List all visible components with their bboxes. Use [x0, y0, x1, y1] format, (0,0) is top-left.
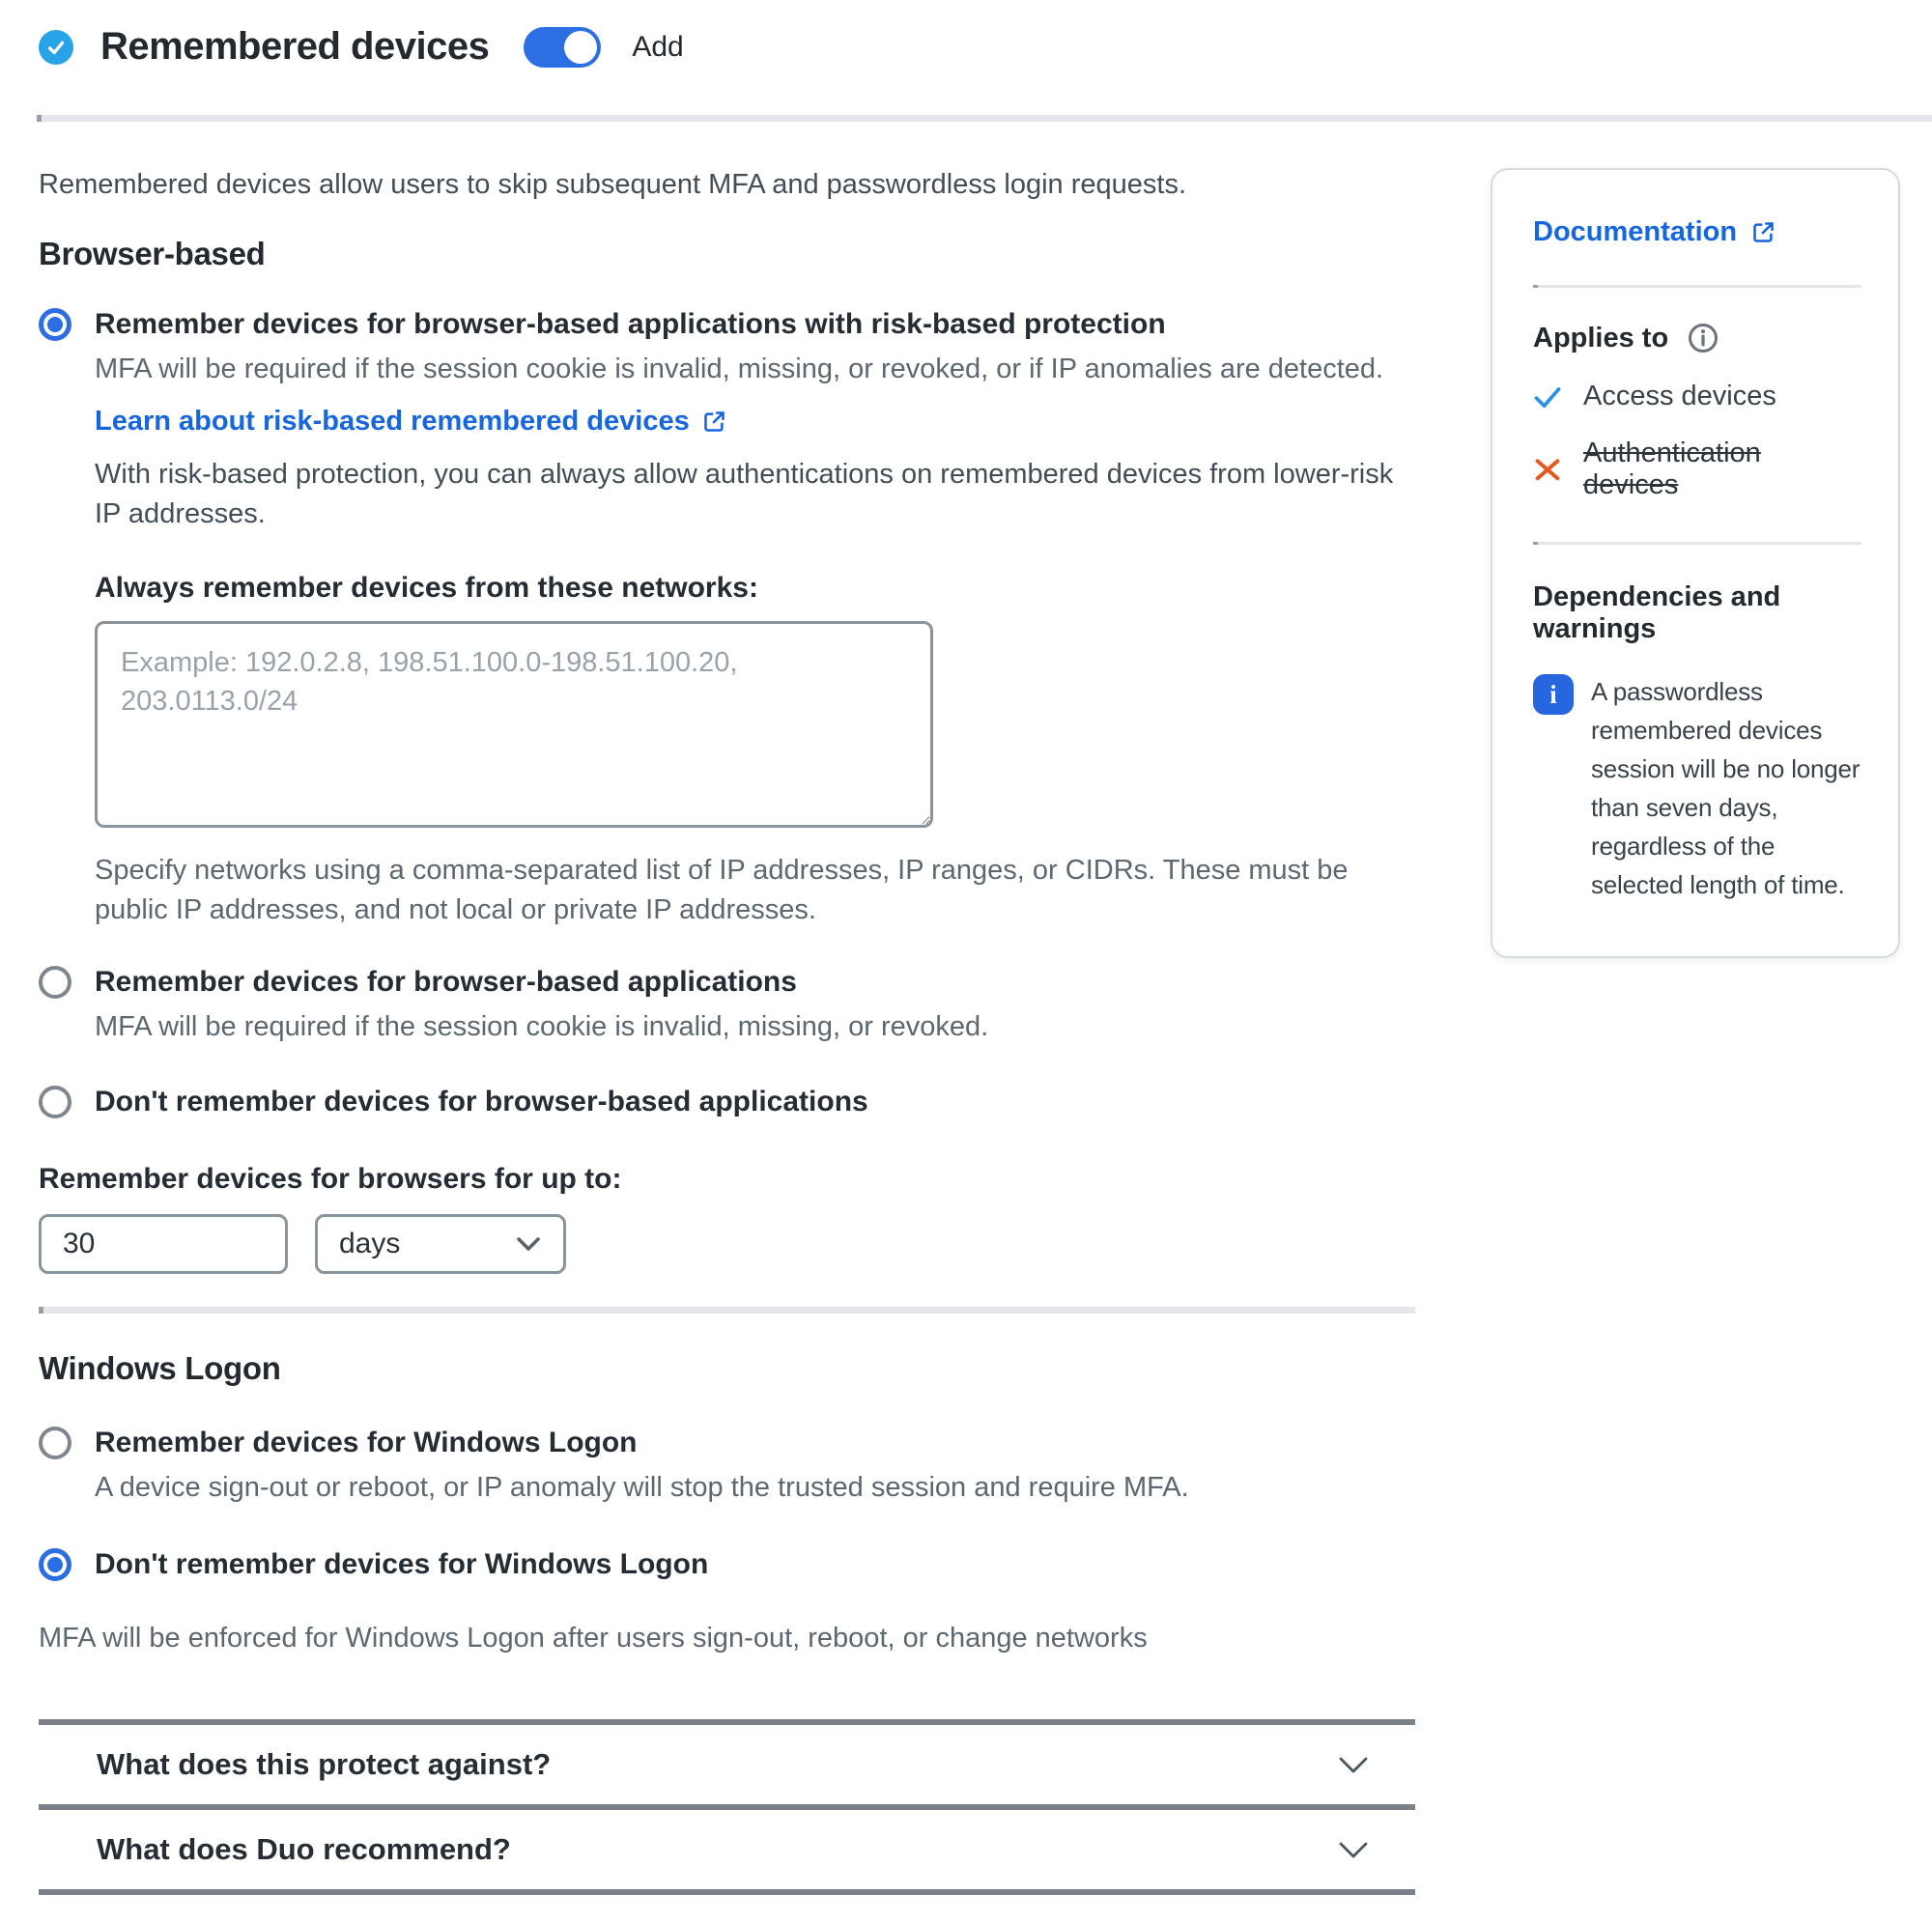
section-divider: [39, 1307, 1415, 1314]
radio-option-description: A device sign-out or reboot, or IP anomaly will stop the trusted session and require MFA.: [95, 1472, 1189, 1503]
radio-option-label: Remember devices for browser-based applications with risk-based protection: [95, 308, 1166, 340]
learn-about-risk-based-link[interactable]: [95, 406, 727, 438]
radio-option-remember-windows[interactable]: [39, 1426, 1415, 1460]
page-header: [0, 0, 1932, 69]
remembered-devices-toggle[interactable]: [524, 27, 601, 68]
help-accordions: [39, 1719, 1415, 1895]
documentation-link[interactable]: [1533, 216, 1776, 248]
settings-sidebar: [1491, 168, 1900, 958]
radio-option-dont-remember-browser[interactable]: [39, 1085, 1415, 1119]
intro-text: Remembered devices allow users to skip subsequent MFA and passwordless login requests.: [39, 169, 1186, 200]
radio-option-label: Don't remember devices for Windows Logon: [95, 1548, 709, 1580]
radio-button-unselected[interactable]: [39, 966, 71, 999]
accordion-protect-against[interactable]: [39, 1725, 1415, 1810]
info-badge-icon: i: [1533, 674, 1574, 715]
duration-value-input[interactable]: [39, 1214, 288, 1274]
radio-button-selected[interactable]: [39, 308, 71, 341]
info-card: [1491, 168, 1900, 958]
applies-to-item-label: Access devices: [1583, 381, 1776, 411]
page-title: Remembered devices: [100, 25, 490, 68]
accordion-duo-recommend[interactable]: [39, 1810, 1415, 1895]
card-divider: [1533, 542, 1861, 545]
dependency-warning: [1533, 672, 1861, 904]
windows-logon-heading: Windows Logon: [39, 1350, 281, 1386]
settings-main-column: [39, 168, 1415, 1895]
duration-unit-value: days: [339, 1228, 401, 1259]
radio-button-selected[interactable]: [39, 1548, 71, 1581]
check-icon: [1533, 382, 1562, 411]
risk-based-paragraph: With risk-based protection, you can always allow authentications on remembered devices from lower-risk IP addresses.: [95, 459, 1394, 529]
chevron-down-icon: [515, 1235, 542, 1253]
cross-icon: [1533, 455, 1562, 484]
toggle-add-label: Add: [632, 30, 684, 63]
applies-to-access-devices: [1533, 381, 1861, 412]
duration-label: Remember devices for browsers for up to:: [39, 1163, 622, 1195]
toggle-knob: [564, 31, 597, 64]
radio-option-label: Remember devices for browser-based applications: [95, 966, 797, 998]
documentation-link-text: Documentation: [1533, 216, 1738, 247]
accordion-label: What does Duo recommend?: [97, 1832, 511, 1866]
radio-button-unselected[interactable]: [39, 1427, 71, 1459]
duration-controls: [39, 1214, 1415, 1274]
browser-based-heading: Browser-based: [39, 236, 266, 271]
radio-option-label: Don't remember devices for browser-based applications: [95, 1086, 868, 1117]
applies-to-heading: Applies to: [1533, 322, 1669, 353]
radio-option-browser-based[interactable]: [39, 965, 1415, 1000]
dependencies-heading: Dependencies and warnings: [1533, 581, 1781, 644]
radio-option-description: MFA will be required if the session cookie is invalid, missing, or revoked.: [95, 1011, 989, 1042]
learn-link-text: Learn about risk-based remembered devices: [95, 406, 690, 437]
networks-help-text: Specify networks using a comma-separated list of IP addresses, IP ranges, or CIDRs. These must be public IP addresses, and not local or private IP addresses.: [95, 855, 1349, 925]
header-divider: [37, 115, 1932, 122]
radio-button-unselected[interactable]: [39, 1086, 71, 1118]
networks-label: Always remember devices from these networks:: [95, 572, 758, 604]
applies-to-authentication-devices: [1533, 438, 1861, 501]
radio-option-label: Remember devices for Windows Logon: [95, 1427, 638, 1458]
card-divider: [1533, 285, 1861, 288]
networks-textarea[interactable]: [95, 621, 933, 828]
radio-option-risk-based[interactable]: [39, 307, 1415, 342]
external-link-icon: [701, 409, 727, 435]
external-link-icon: [1750, 219, 1776, 245]
enabled-check-circle-icon: [39, 30, 73, 65]
windows-logon-note: MFA will be enforced for Windows Logon after users sign-out, reboot, or change networks: [39, 1623, 1148, 1654]
info-circle-icon[interactable]: [1686, 321, 1720, 355]
dependency-note: A passwordless remembered devices session will be no longer than seven days, regardless of the selected length of time.: [1591, 677, 1861, 899]
applies-to-item-label: Authentication devices: [1583, 438, 1761, 500]
accordion-label: What does this protect against?: [97, 1747, 552, 1781]
duration-unit-select[interactable]: [315, 1214, 566, 1274]
chevron-down-icon: [1336, 1838, 1371, 1861]
radio-option-dont-remember-windows[interactable]: [39, 1547, 1415, 1582]
radio-option-description: MFA will be required if the session cookie is invalid, missing, or revoked, or if IP anomalies are detected.: [95, 353, 1384, 384]
chevron-down-icon: [1336, 1753, 1371, 1776]
